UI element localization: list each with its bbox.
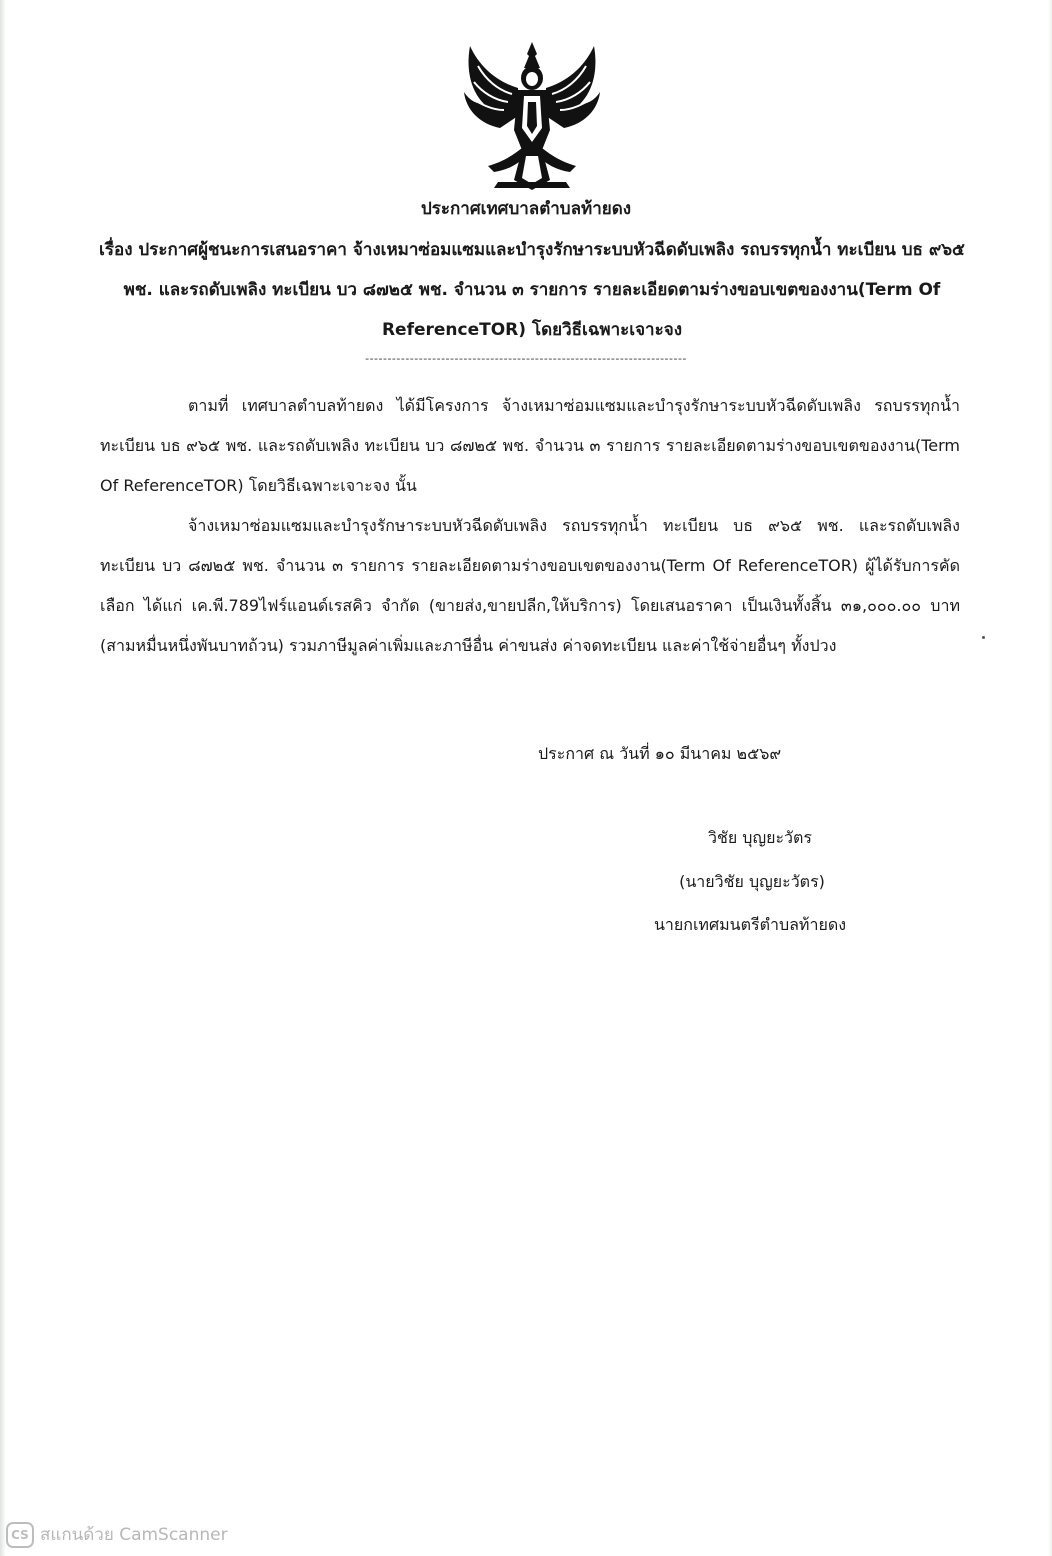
camscanner-text: สแกนด้วย CamScanner [40, 1525, 228, 1545]
announcement-date: ประกาศ ณ วันที่ ๑๐ มีนาคม ๒๕๖๙ [538, 744, 782, 763]
camscanner-watermark [6, 1521, 228, 1548]
scan-edge-right [1048, 0, 1052, 1556]
body-paragraph-2: จ้างเหมาซ่อมแซมและบำรุงรักษาระบบหัวฉีดดับเพลิง รถบรรทุกน้ำ ทะเบียน บธ ๙๖๕ พช. และรถดับเพลิง ทะเบียน บว ๘๗๒๕ พช. จำนวน ๓ รายการ รายละเอียดตามร่างขอบเขตของงาน(Term Of ReferenceTOR) ผู้ได้รับการคัดเลือก ได้แก่ เค.พี.789ไฟร์แอนด์เรสคิว จำกัด (ขายส่ง,ขายปลีก,ให้บริการ) โดยเสนอราคา เป็นเงินทั้งสิ้น ๓๑,๐๐๐.๐๐ บาท (สามหมื่นหนึ่งพันบาทถ้วน) รวมภาษีมูลค่าเพิ่มและภาษีอื่น ค่าขนส่ง ค่าจดทะเบียน และค่าใช้จ่ายอื่นๆ ทั้งปวง [100, 516, 960, 655]
scan-edge-left [0, 0, 6, 1556]
signature-name: วิชัย บุญยะวัตร [707, 828, 813, 847]
scan-speck [982, 636, 985, 639]
body-paragraph-1: ตามที่ เทศบาลตำบลท้ายดง ได้มีโครงการ จ้างเหมาซ่อมแซมและบำรุงรักษาระบบหัวฉีดดับเพลิง รถบรรทุกน้ำ ทะเบียน บธ ๙๖๕ พช. และรถดับเพลิง ทะเบียน บว ๘๗๒๕ พช. จำนวน ๓ รายการ รายละเอียดตามร่างขอบเขตของงาน(Term Of ReferenceTOR) โดยวิธีเฉพาะเจาะจง นั้น [100, 396, 960, 495]
garuda-emblem-icon [458, 38, 606, 196]
announcement-title: ประกาศเทศบาลตำบลท้ายดง [420, 199, 632, 219]
camscanner-logo-icon: CS [6, 1522, 34, 1548]
signature-full-name: (นายวิชัย บุญยะวัตร) [679, 872, 825, 891]
announcement-subject: เรื่อง ประกาศผู้ชนะการเสนอราคา จ้างเหมาซ่อมแซมและบำรุงรักษาระบบหัวฉีดดับเพลิง รถบรรทุกน้ำ ทะเบียน บธ ๙๖๕ พช. และรถดับเพลิง ทะเบียน บว ๘๗๒๕ พช. จำนวน ๓ รายการ รายละเอียดตามร่างขอบเขตของงาน(Term Of ReferenceTOR) โดยวิธีเฉพาะเจาะจง [99, 240, 965, 340]
signature-position: นายกเทศมนตรีตำบลท้ายดง [653, 915, 847, 934]
divider-line: ------------------------------------------------------------------------ [365, 352, 687, 365]
